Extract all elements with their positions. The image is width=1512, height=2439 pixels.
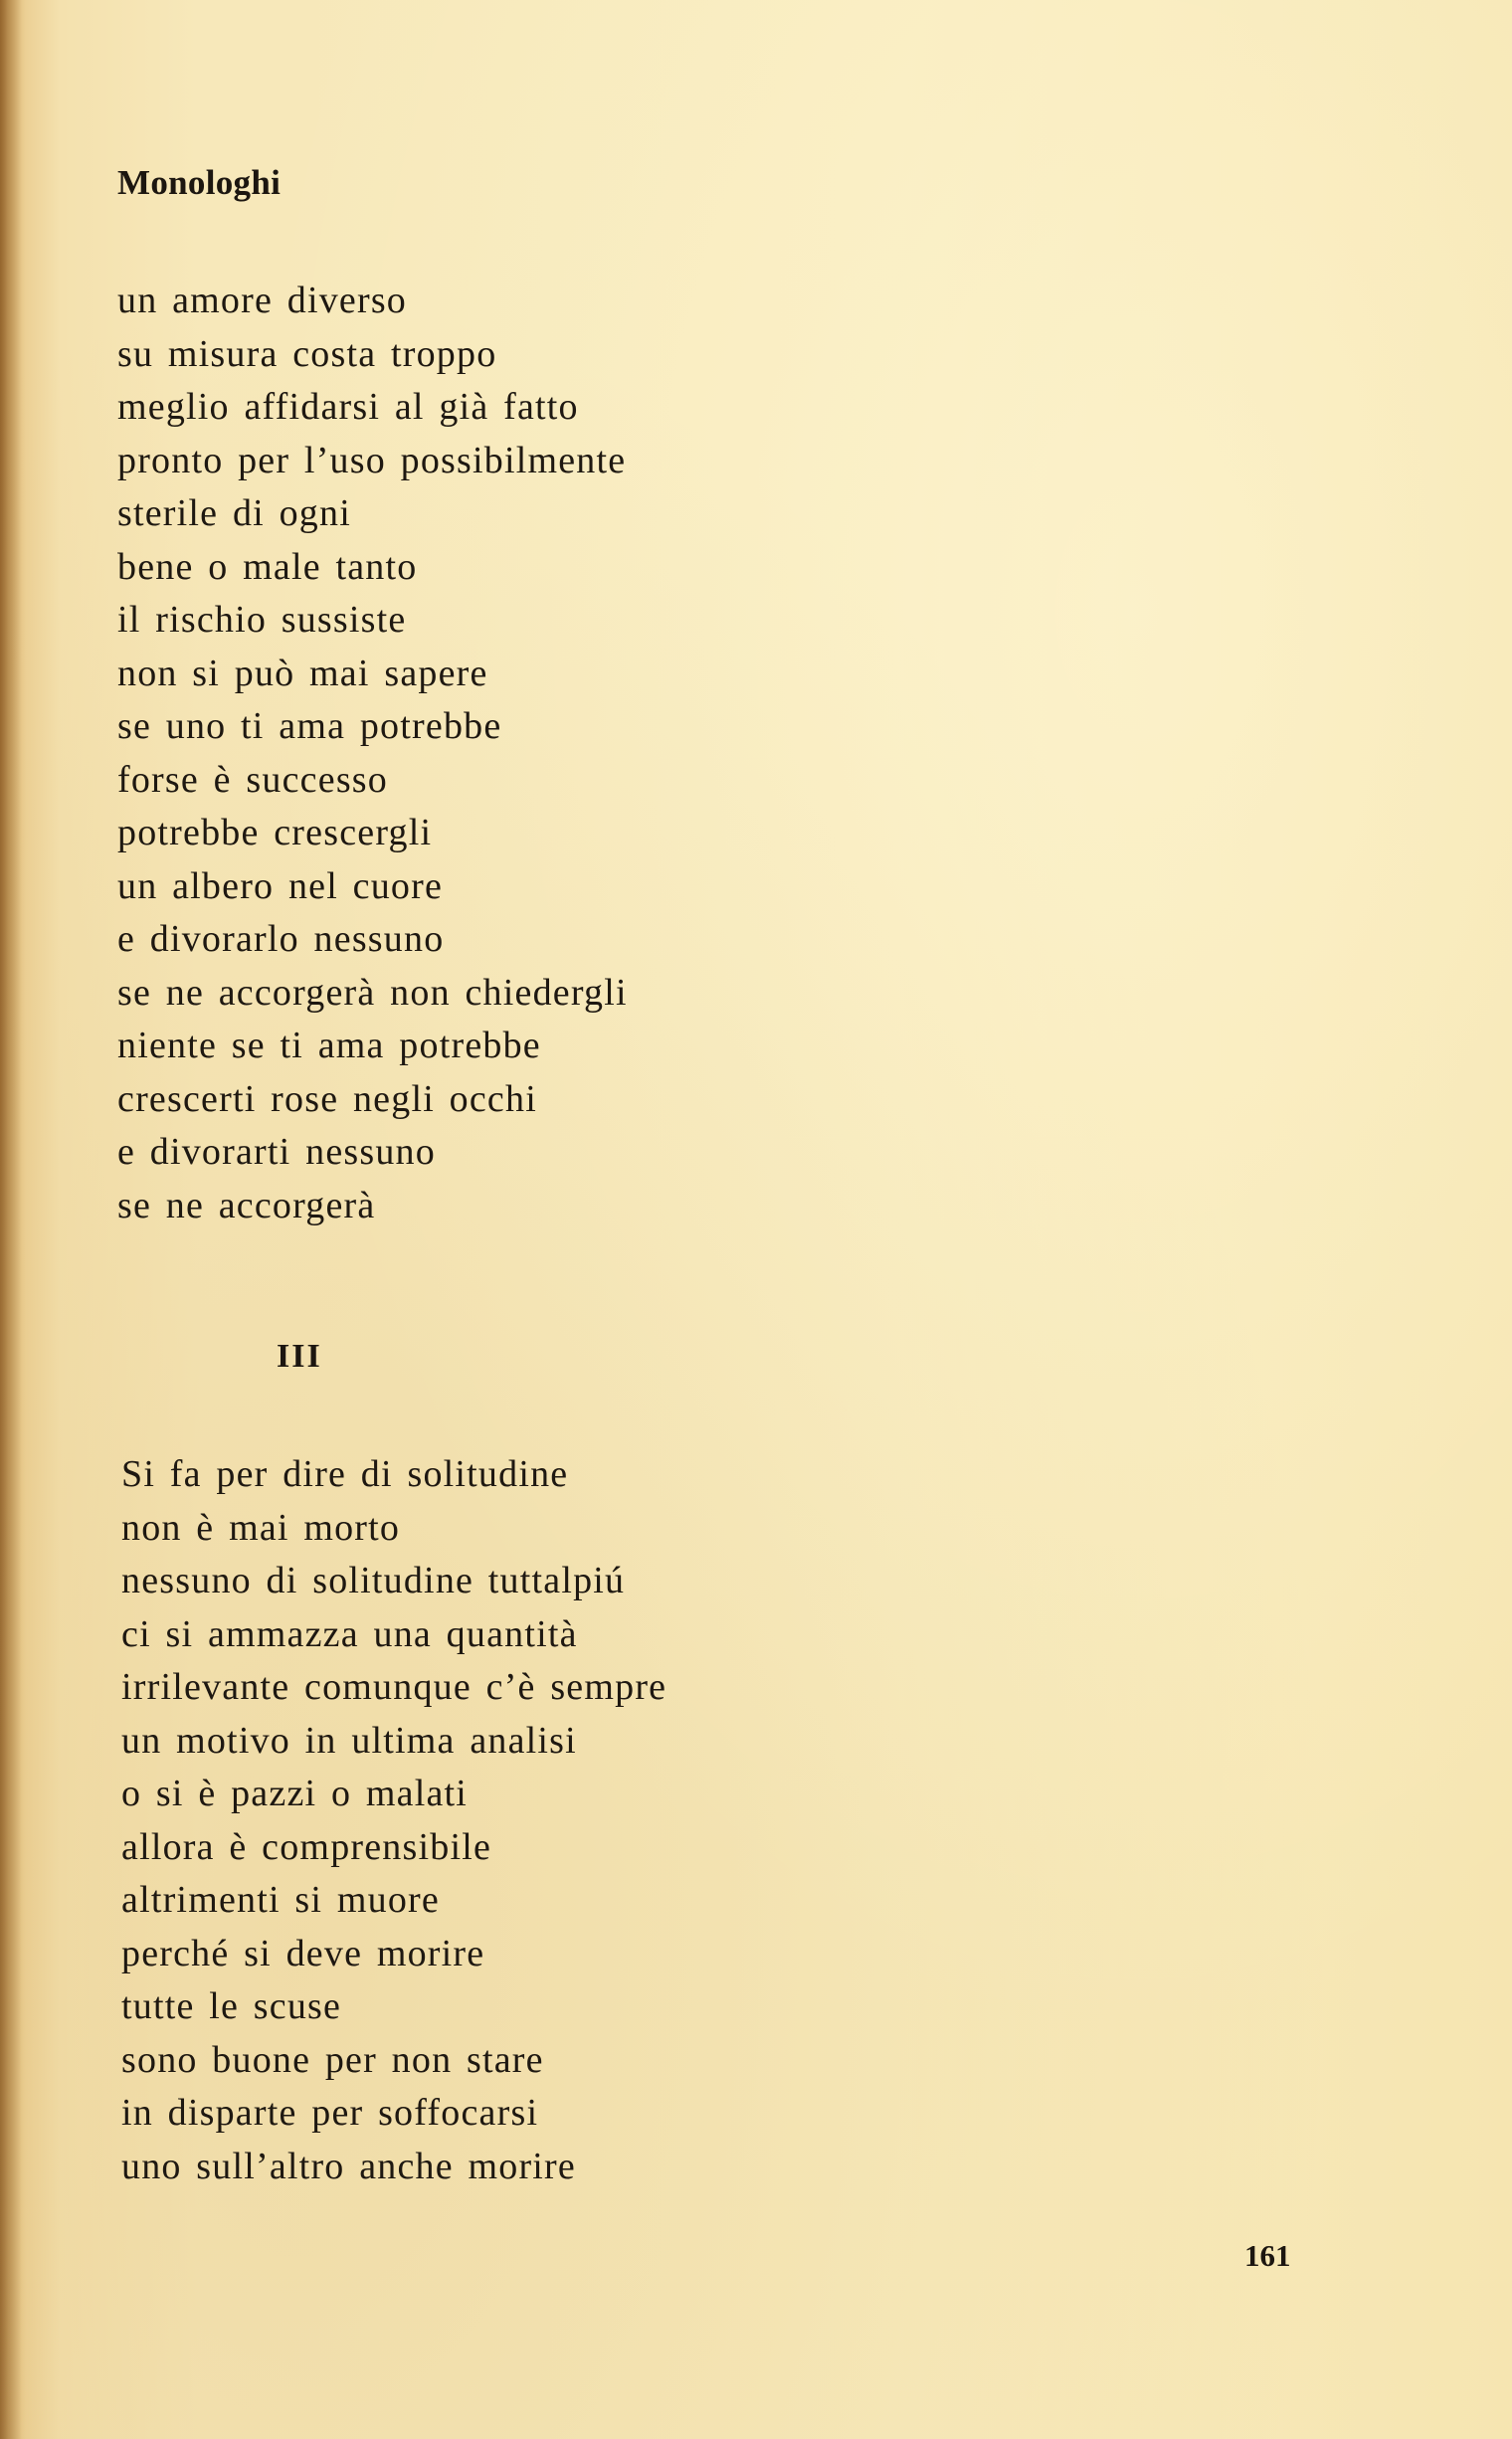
poem-line: e divorarlo nessuno (117, 918, 445, 960)
poem-line: se ne accorgerà non chiedergli (117, 971, 628, 1014)
poem-line: crescerti rose negli occhi (117, 1077, 537, 1120)
poem-line: sono buone per non stare (121, 2038, 544, 2081)
poem-line: perché si deve morire (121, 1932, 485, 1974)
poem-line: nessuno di solitudine tuttalpiú (121, 1560, 626, 1601)
poem-line: un amore diverso (117, 280, 408, 321)
poem-line: tutte le scuse (121, 1985, 342, 2027)
poem-line: irrilevante comunque c’è sempre (121, 1666, 667, 1708)
poem-line: e divorarti nessuno (117, 1131, 436, 1173)
poem-line: se ne accorgerà (117, 1184, 376, 1226)
poem-line: ci si ammazza una quantità (121, 1612, 578, 1655)
poem-line: altrimenti si muore (121, 1879, 440, 1921)
binding-shadow (0, 0, 22, 2439)
poem-line: non è mai morto (121, 1506, 401, 1549)
poem-line: pronto per l’uso possibilmente (117, 439, 627, 481)
poem-line: forse è successo (117, 758, 388, 801)
poem-line: su misura costa troppo (117, 332, 497, 375)
section-number: III (277, 1338, 322, 1375)
poem-line: bene o male tanto (117, 545, 418, 588)
poem-line: Si fa per dire di solitudine (121, 1453, 569, 1495)
poem-line: o si è pazzi o malati (121, 1773, 469, 1814)
poem-line: meglio affidarsi al già fatto (117, 386, 579, 428)
poem-line: allora è comprensibile (121, 1825, 492, 1868)
page-number: 161 (1244, 2238, 1291, 2273)
poem-line: se uno ti ama potrebbe (117, 705, 502, 747)
poem-line: potrebbe crescergli (117, 812, 433, 853)
poem-line: niente se ti ama potrebbe (117, 1025, 541, 1066)
poem-line: un motivo in ultima analisi (121, 1719, 577, 1762)
poem-line: in disparte per soffocarsi (121, 2092, 539, 2134)
stanza-1 (117, 275, 628, 1232)
poem-line: sterile di ogni (117, 492, 351, 534)
poem-line: uno sull’altro anche morire (121, 2145, 576, 2187)
poem-line: non si può mai sapere (117, 652, 488, 694)
poem-line: un albero nel cuore (117, 864, 444, 907)
poem-line: il rischio sussiste (117, 599, 407, 641)
running-title: Monologhi (117, 163, 282, 202)
stanza-2 (121, 1448, 666, 2193)
